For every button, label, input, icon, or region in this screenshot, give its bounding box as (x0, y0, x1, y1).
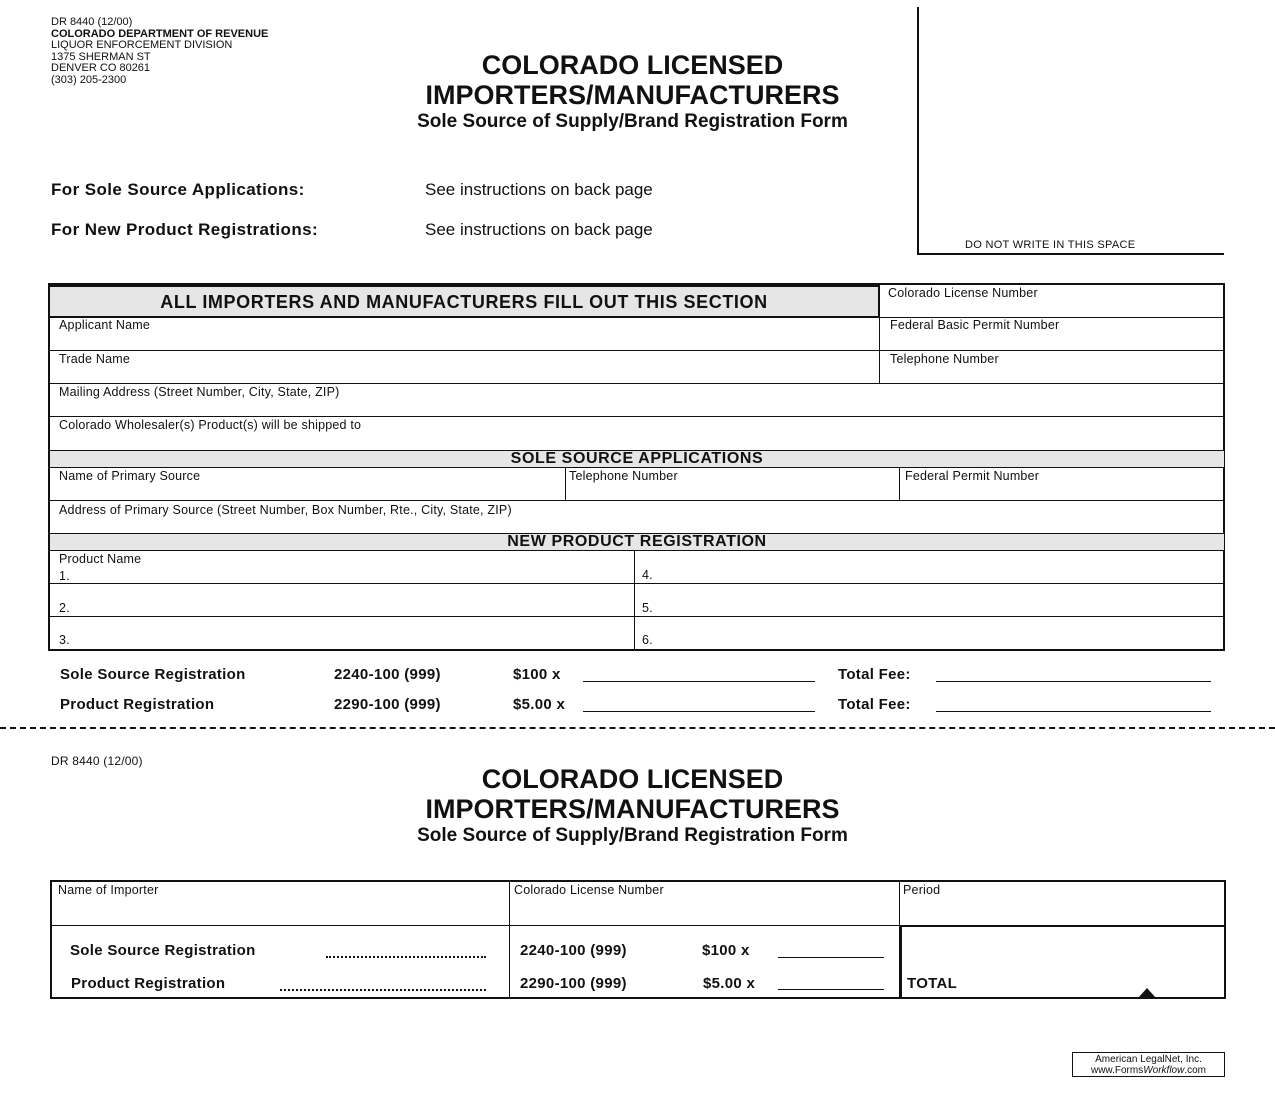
city-address: DENVER CO 80261 (51, 62, 151, 74)
right-column-divider (879, 283, 880, 384)
stub-product-label: Product Registration (71, 975, 226, 992)
wholesalers-field[interactable]: Colorado Wholesaler(s) Product(s) will be shipped to (59, 418, 362, 432)
new-product-heading: NEW PRODUCT REGISTRATION (50, 533, 1224, 551)
all-section-heading: ALL IMPORTERS AND MANUFACTURERS FILL OUT THIS SECTION (48, 285, 880, 318)
stub-column-divider (509, 881, 510, 998)
new-product-instr-label: For New Product Registrations: (51, 220, 319, 239)
stub-title-line-1: COLORADO LICENSED (481, 764, 784, 794)
column-divider (565, 467, 566, 500)
division-name: LIQUOR ENFORCEMENT DIVISION (51, 39, 233, 51)
sole-source-instr-text: See instructions on back page (425, 180, 653, 199)
product-total-label: Total Fee: (838, 696, 911, 713)
publisher-name: American LegalNet, Inc. (1095, 1054, 1202, 1065)
new-product-instr-text: See instructions on back page (425, 220, 653, 239)
period-field[interactable]: Period (903, 883, 941, 897)
sole-source-fee-code: 2240-100 (999) (334, 666, 441, 683)
product-line-1[interactable]: 1. (59, 569, 70, 583)
applicant-name-field[interactable]: Applicant Name (59, 318, 151, 332)
mailing-address-field[interactable]: Mailing Address (Street Number, City, State, ZIP) (59, 385, 340, 399)
office-use-border-bottom (917, 253, 1224, 255)
product-line-2[interactable]: 2. (59, 601, 70, 615)
total-label: TOTAL (907, 975, 958, 992)
primary-address-field[interactable]: Address of Primary Source (Street Number, Box Number, Rte., City, State, ZIP) (59, 503, 512, 517)
row-divider (50, 383, 1224, 384)
telephone-field[interactable]: Telephone Number (890, 352, 999, 366)
triangle-marker-icon (1138, 988, 1156, 998)
primary-source-field[interactable]: Name of Primary Source (59, 469, 201, 483)
stub-license-field[interactable]: Colorado License Number (514, 883, 664, 897)
form-title (300, 50, 965, 110)
leader-dots (280, 989, 486, 991)
agency-address (51, 17, 268, 86)
colorado-license-field[interactable]: Colorado License Number (888, 286, 1038, 300)
stub-sole-count-field[interactable] (778, 957, 884, 958)
trade-name-field[interactable]: Trade Name (59, 352, 131, 366)
row-divider (50, 416, 1224, 417)
sole-source-fee-label: Sole Source Registration (60, 666, 246, 683)
sole-source-total-label: Total Fee: (838, 666, 911, 683)
office-use-label: DO NOT WRITE IN THIS SPACE (965, 239, 1136, 251)
title-line-1: COLORADO LICENSED (481, 50, 784, 80)
stub-form-number: DR 8440 (12/00) (51, 754, 143, 768)
sole-source-instr-label: For Sole Source Applications: (51, 180, 305, 199)
stub-subtitle: Sole Source of Supply/Brand Registration Form (417, 825, 848, 846)
publisher-logo (1072, 1052, 1225, 1077)
publisher-url: www.FormsWorkflow.com (1090, 1065, 1207, 1076)
product-line-3[interactable]: 3. (59, 633, 70, 647)
product-column-divider (634, 550, 635, 650)
product-total-field[interactable] (936, 711, 1211, 712)
product-line-4[interactable]: 4. (642, 568, 653, 582)
stub-sole-code: 2240-100 (999) (520, 942, 627, 959)
row-divider (50, 350, 1224, 351)
sole-source-count-field[interactable] (583, 681, 815, 682)
product-fee-label: Product Registration (60, 696, 215, 713)
stub-product-rate: $5.00 x (703, 975, 756, 992)
agency-phone: (303) 205-2300 (51, 73, 127, 86)
sole-source-total-field[interactable] (936, 681, 1211, 682)
sole-source-fee-rate: $100 x (513, 666, 561, 683)
product-fee-code: 2290-100 (999) (334, 696, 441, 713)
product-fee-rate: $5.00 x (513, 696, 566, 713)
sole-source-heading: SOLE SOURCE APPLICATIONS (50, 450, 1224, 468)
federal-basic-permit-field[interactable]: Federal Basic Permit Number (890, 318, 1060, 332)
row-divider (50, 500, 1224, 501)
row-divider (50, 583, 1224, 584)
street-address: 1375 SHERMAN ST (51, 50, 151, 63)
form-subtitle: Sole Source of Supply/Brand Registration Form (417, 111, 848, 132)
tear-off-line (0, 727, 1275, 729)
title-line-2: IMPORTERS/MANUFACTURERS (425, 80, 840, 110)
office-use-border (917, 7, 919, 255)
stub-sole-label: Sole Source Registration (70, 942, 256, 959)
stub-title (300, 764, 965, 824)
column-divider (899, 467, 900, 500)
leader-dots (326, 956, 486, 958)
primary-federal-permit-field[interactable]: Federal Permit Number (905, 469, 1040, 483)
product-count-field[interactable] (583, 711, 815, 712)
product-name-label: Product Name (59, 552, 142, 566)
product-line-5[interactable]: 5. (642, 601, 653, 615)
stub-title-line-2: IMPORTERS/MANUFACTURERS (425, 794, 840, 824)
importer-name-field[interactable]: Name of Importer (58, 883, 159, 897)
department-name: COLORADO DEPARTMENT OF REVENUE (51, 27, 269, 40)
product-line-6[interactable]: 6. (642, 633, 653, 647)
primary-telephone-field[interactable]: Telephone Number (569, 469, 678, 483)
stub-sole-rate: $100 x (702, 942, 750, 959)
form-number: DR 8440 (12/00) (51, 16, 133, 28)
stub-product-count-field[interactable] (778, 989, 884, 990)
stub-product-code: 2290-100 (999) (520, 975, 627, 992)
row-divider (50, 616, 1224, 617)
